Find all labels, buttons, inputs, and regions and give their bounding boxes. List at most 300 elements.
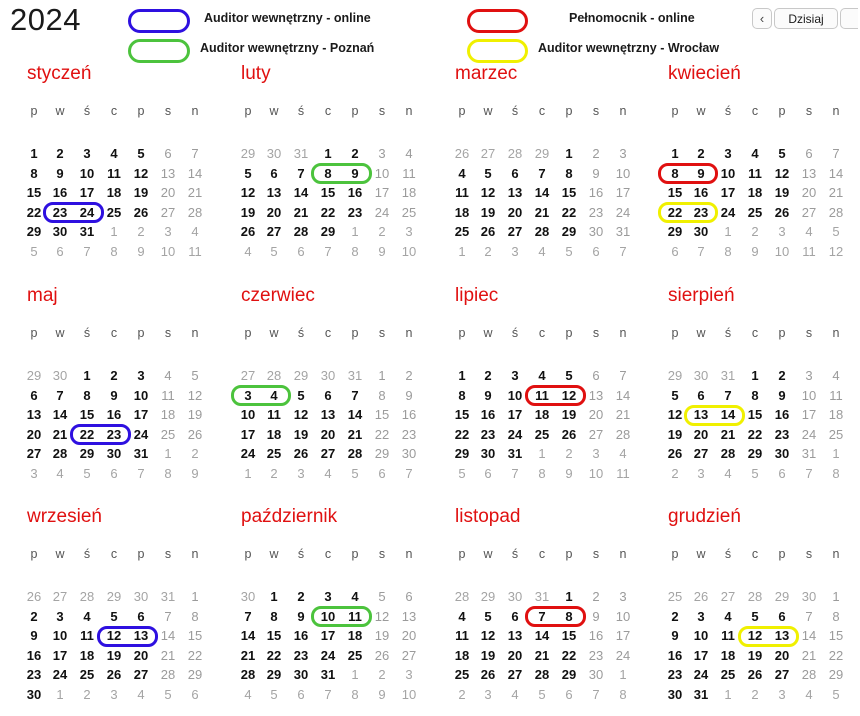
month-title[interactable]: czerwiec [241,285,315,306]
adjacent-month-day-cell[interactable]: 2 [671,465,679,481]
day-cell[interactable]: 6 [511,165,519,181]
day-cell[interactable]: 17 [720,185,736,200]
day-cell[interactable]: 12 [293,407,309,422]
day-cell[interactable]: 31 [615,224,631,239]
day-cell[interactable]: 25 [401,204,417,220]
day-cell[interactable]: 9 [697,165,705,181]
day-cell[interactable]: 17 [374,185,390,200]
day-cell[interactable]: 15 [266,628,282,643]
day-cell[interactable]: 26 [293,446,309,461]
day-cell[interactable]: 23 [588,204,604,220]
day-cell[interactable]: 2 [592,146,600,161]
day-cell[interactable]: 25 [79,667,95,682]
adjacent-month-day-cell[interactable]: 4 [244,686,252,702]
day-cell[interactable]: 15 [747,407,763,422]
day-cell[interactable]: 26 [480,667,496,682]
adjacent-month-day-cell[interactable]: 7 [697,243,705,259]
day-cell[interactable]: 11 [161,387,175,403]
day-cell[interactable]: 16 [693,185,709,200]
day-cell[interactable]: 19 [667,426,683,442]
day-cell[interactable]: 12 [133,165,149,181]
day-cell[interactable]: 20 [801,185,817,200]
day-cell[interactable]: 13 [266,185,282,200]
day-cell[interactable]: 3 [619,146,627,161]
day-cell[interactable]: 11 [829,387,843,403]
day-cell[interactable]: 1 [270,589,278,604]
day-cell[interactable]: 16 [774,407,790,422]
adjacent-month-day-cell[interactable]: 5 [270,686,278,702]
adjacent-month-day-cell[interactable]: 30 [266,146,282,161]
day-cell[interactable]: 22 [667,204,683,220]
day-cell[interactable]: 5 [484,165,492,181]
day-cell[interactable]: 25 [266,446,282,461]
adjacent-month-day-cell[interactable]: 2 [458,686,466,702]
day-cell[interactable]: 11 [348,608,362,624]
day-cell[interactable]: 9 [671,628,679,643]
day-cell[interactable]: 28 [347,446,363,461]
day-cell[interactable]: 8 [83,387,91,403]
adjacent-month-day-cell[interactable]: 6 [56,243,64,259]
day-cell[interactable]: 27 [693,446,709,461]
day-cell[interactable]: 24 [133,426,149,442]
adjacent-month-day-cell[interactable]: 1 [244,465,252,481]
day-cell[interactable]: 24 [720,204,736,220]
day-cell[interactable]: 14 [293,185,309,200]
day-cell[interactable]: 12 [106,628,122,643]
day-cell[interactable]: 6 [137,608,145,624]
day-cell[interactable]: 18 [401,185,417,200]
day-cell[interactable]: 28 [720,446,736,461]
day-cell[interactable]: 5 [110,608,118,624]
adjacent-month-day-cell[interactable]: 26 [26,589,42,604]
day-cell[interactable]: 8 [458,387,466,403]
day-cell[interactable]: 29 [454,446,470,461]
day-cell[interactable]: 1 [671,146,679,161]
adjacent-month-day-cell[interactable]: 9 [378,243,386,259]
day-cell[interactable]: 6 [405,589,413,604]
day-cell[interactable]: 23 [480,426,496,442]
day-cell[interactable]: 19 [187,407,203,422]
adjacent-month-day-cell[interactable]: 3 [778,686,786,702]
day-cell[interactable]: 29 [561,224,577,239]
adjacent-month-day-cell[interactable]: 10 [401,243,417,259]
day-cell[interactable]: 4 [110,146,118,161]
day-cell[interactable]: 13 [693,407,709,422]
next-year-button[interactable] [840,8,858,29]
day-cell[interactable]: 16 [588,628,604,643]
adjacent-month-day-cell[interactable]: 3 [30,465,38,481]
adjacent-month-day-cell[interactable]: 5 [565,243,573,259]
day-cell[interactable]: 9 [30,628,38,643]
day-cell[interactable]: 3 [805,368,813,383]
adjacent-month-day-cell[interactable]: 26 [693,589,709,604]
day-cell[interactable]: 8 [270,608,278,624]
day-cell[interactable]: 20 [133,647,149,663]
day-cell[interactable]: 7 [538,165,546,181]
adjacent-month-day-cell[interactable]: 1 [724,224,732,239]
day-cell[interactable]: 22 [266,647,282,663]
day-cell[interactable]: 8 [565,165,573,181]
adjacent-month-day-cell[interactable]: 4 [244,243,252,259]
month-title[interactable]: maj [27,285,58,306]
day-cell[interactable]: 23 [774,426,790,442]
day-cell[interactable]: 2 [297,589,305,604]
day-cell[interactable]: 27 [801,204,817,220]
adjacent-month-day-cell[interactable]: 5 [83,465,91,481]
day-cell[interactable]: 18 [747,185,763,200]
day-cell[interactable]: 6 [592,368,600,383]
day-cell[interactable]: 10 [615,165,631,181]
day-cell[interactable]: 22 [374,426,390,442]
day-cell[interactable]: 25 [454,667,470,682]
day-cell[interactable]: 28 [615,426,631,442]
day-cell[interactable]: 15 [26,185,42,200]
day-cell[interactable]: 30 [52,224,68,239]
day-cell[interactable]: 5 [778,146,786,161]
day-cell[interactable]: 12 [240,185,256,200]
day-cell[interactable]: 3 [724,146,732,161]
adjacent-month-day-cell[interactable]: 27 [480,146,496,161]
adjacent-month-day-cell[interactable]: 29 [106,589,122,604]
adjacent-month-day-cell[interactable]: 6 [297,243,305,259]
day-cell[interactable]: 16 [401,407,417,422]
day-cell[interactable]: 25 [454,224,470,239]
adjacent-month-day-cell[interactable]: 28 [79,589,95,604]
day-cell[interactable]: 16 [480,407,496,422]
adjacent-month-day-cell[interactable]: 6 [297,686,305,702]
day-cell[interactable]: 17 [320,628,336,643]
day-cell[interactable]: 1 [565,589,573,604]
day-cell[interactable]: 28 [160,667,176,682]
day-cell[interactable]: 18 [828,407,844,422]
day-cell[interactable]: 26 [187,426,203,442]
day-cell[interactable]: 26 [240,224,256,239]
day-cell[interactable]: 18 [160,407,176,422]
adjacent-month-day-cell[interactable]: 7 [324,686,332,702]
day-cell[interactable]: 3 [137,368,145,383]
day-cell[interactable]: 26 [133,204,149,220]
month-title[interactable]: grudzień [668,506,741,527]
day-cell[interactable]: 5 [378,589,386,604]
adjacent-month-day-cell[interactable]: 3 [511,243,519,259]
day-cell[interactable]: 6 [805,146,813,161]
day-cell[interactable]: 22 [79,426,95,442]
day-cell[interactable]: 19 [480,647,496,663]
day-cell[interactable]: 16 [106,407,122,422]
day-cell[interactable]: 23 [52,204,68,220]
adjacent-month-day-cell[interactable]: 10 [160,243,176,259]
day-cell[interactable]: 3 [83,146,91,161]
adjacent-month-day-cell[interactable]: 10 [774,243,790,259]
day-cell[interactable]: 3 [244,387,252,403]
day-cell[interactable]: 18 [454,204,470,220]
day-cell[interactable]: 4 [458,608,466,624]
adjacent-month-day-cell[interactable]: 2 [191,446,199,461]
day-cell[interactable]: 28 [828,204,844,220]
day-cell[interactable]: 21 [293,204,309,220]
adjacent-month-day-cell[interactable]: 11 [616,465,630,481]
day-cell[interactable]: 20 [266,204,282,220]
day-cell[interactable]: 2 [351,146,359,161]
adjacent-month-day-cell[interactable]: 1 [724,686,732,702]
adjacent-month-day-cell[interactable]: 9 [565,465,573,481]
adjacent-month-day-cell[interactable]: 3 [697,465,705,481]
day-cell[interactable]: 28 [52,446,68,461]
adjacent-month-day-cell[interactable]: 6 [778,465,786,481]
day-cell[interactable]: 23 [667,667,683,682]
day-cell[interactable]: 14 [347,407,363,422]
day-cell[interactable]: 14 [720,407,736,422]
day-cell[interactable]: 2 [56,146,64,161]
day-cell[interactable]: 13 [507,628,523,643]
day-cell[interactable]: 12 [480,185,496,200]
adjacent-month-day-cell[interactable]: 3 [110,686,118,702]
adjacent-month-day-cell[interactable]: 7 [405,465,413,481]
day-cell[interactable]: 12 [187,387,203,403]
day-cell[interactable]: 7 [191,146,199,161]
day-cell[interactable]: 26 [480,224,496,239]
today-button[interactable]: Dzisiaj [774,8,838,29]
day-cell[interactable]: 30 [588,667,604,682]
day-cell[interactable]: 27 [401,647,417,663]
day-cell[interactable]: 5 [565,368,573,383]
day-cell[interactable]: 13 [133,628,149,643]
adjacent-month-day-cell[interactable]: 6 [110,465,118,481]
day-cell[interactable]: 6 [778,608,786,624]
day-cell[interactable]: 24 [52,667,68,682]
day-cell[interactable]: 5 [751,608,759,624]
day-cell[interactable]: 20 [588,407,604,422]
day-cell[interactable]: 31 [133,446,149,461]
day-cell[interactable]: 29 [747,446,763,461]
adjacent-month-day-cell[interactable]: 6 [191,686,199,702]
day-cell[interactable]: 20 [160,185,176,200]
day-cell[interactable]: 25 [720,667,736,682]
month-title[interactable]: kwiecień [668,63,741,84]
day-cell[interactable]: 9 [351,165,359,181]
day-cell[interactable]: 23 [26,667,42,682]
adjacent-month-day-cell[interactable]: 4 [805,686,813,702]
day-cell[interactable]: 6 [324,387,332,403]
adjacent-month-day-cell[interactable]: 4 [538,243,546,259]
day-cell[interactable]: 9 [778,387,786,403]
day-cell[interactable]: 31 [79,224,95,239]
day-cell[interactable]: 29 [320,224,336,239]
adjacent-month-day-cell[interactable]: 2 [751,686,759,702]
day-cell[interactable]: 2 [30,608,38,624]
adjacent-month-day-cell[interactable]: 1 [619,667,627,682]
adjacent-month-day-cell[interactable]: 8 [351,686,359,702]
day-cell[interactable]: 29 [266,667,282,682]
adjacent-month-day-cell[interactable]: 5 [458,465,466,481]
day-cell[interactable]: 11 [721,628,735,643]
adjacent-month-day-cell[interactable]: 6 [592,243,600,259]
month-title[interactable]: listopad [455,506,521,527]
day-cell[interactable]: 19 [561,407,577,422]
day-cell[interactable]: 23 [293,647,309,663]
adjacent-month-day-cell[interactable]: 27 [52,589,68,604]
day-cell[interactable]: 29 [561,667,577,682]
day-cell[interactable]: 10 [693,628,709,643]
day-cell[interactable]: 8 [324,165,332,181]
day-cell[interactable]: 15 [320,185,336,200]
adjacent-month-day-cell[interactable]: 29 [240,146,256,161]
day-cell[interactable]: 31 [507,446,523,461]
day-cell[interactable]: 16 [26,647,42,663]
day-cell[interactable]: 20 [507,204,523,220]
adjacent-month-day-cell[interactable]: 30 [507,589,523,604]
day-cell[interactable]: 26 [561,426,577,442]
adjacent-month-day-cell[interactable]: 27 [720,589,736,604]
adjacent-month-day-cell[interactable]: 3 [164,224,172,239]
day-cell[interactable]: 26 [106,667,122,682]
day-cell[interactable]: 18 [79,647,95,663]
day-cell[interactable]: 23 [347,204,363,220]
day-cell[interactable]: 14 [160,628,176,643]
adjacent-month-day-cell[interactable]: 29 [534,146,550,161]
adjacent-month-day-cell[interactable]: 29 [774,589,790,604]
adjacent-month-day-cell[interactable]: 3 [405,667,413,682]
day-cell[interactable]: 13 [26,407,42,422]
adjacent-month-day-cell[interactable]: 2 [270,465,278,481]
adjacent-month-day-cell[interactable]: 8 [619,686,627,702]
adjacent-month-day-cell[interactable]: 10 [401,686,417,702]
day-cell[interactable]: 1 [191,589,199,604]
day-cell[interactable]: 3 [56,608,64,624]
day-cell[interactable]: 7 [297,165,305,181]
day-cell[interactable]: 7 [805,608,813,624]
adjacent-month-day-cell[interactable]: 4 [191,224,199,239]
day-cell[interactable]: 17 [693,647,709,663]
adjacent-month-day-cell[interactable]: 25 [667,589,683,604]
adjacent-month-day-cell[interactable]: 5 [832,224,840,239]
adjacent-month-day-cell[interactable]: 5 [751,465,759,481]
adjacent-month-day-cell[interactable]: 30 [801,589,817,604]
day-cell[interactable]: 6 [30,387,38,403]
adjacent-month-day-cell[interactable]: 4 [137,686,145,702]
day-cell[interactable]: 15 [561,628,577,643]
day-cell[interactable]: 26 [747,667,763,682]
day-cell[interactable]: 5 [244,165,252,181]
adjacent-month-day-cell[interactable]: 2 [83,686,91,702]
day-cell[interactable]: 2 [592,589,600,604]
adjacent-month-day-cell[interactable]: 11 [802,243,816,259]
day-cell[interactable]: 30 [480,446,496,461]
day-cell[interactable]: 24 [801,426,817,442]
day-cell[interactable]: 1 [324,146,332,161]
day-cell[interactable]: 9 [110,387,118,403]
day-cell[interactable]: 21 [534,647,550,663]
day-cell[interactable]: 16 [588,185,604,200]
day-cell[interactable]: 10 [374,165,390,181]
adjacent-month-day-cell[interactable]: 9 [137,243,145,259]
adjacent-month-day-cell[interactable]: 3 [592,446,600,461]
day-cell[interactable]: 12 [774,165,790,181]
adjacent-month-day-cell[interactable]: 2 [751,224,759,239]
adjacent-month-day-cell[interactable]: 6 [484,465,492,481]
day-cell[interactable]: 14 [615,387,631,403]
adjacent-month-day-cell[interactable]: 29 [26,368,42,383]
day-cell[interactable]: 22 [26,204,42,220]
adjacent-month-day-cell[interactable]: 10 [588,465,604,481]
day-cell[interactable]: 2 [110,368,118,383]
day-cell[interactable]: 14 [801,628,817,643]
day-cell[interactable]: 27 [507,224,523,239]
day-cell[interactable]: 21 [52,426,68,442]
day-cell[interactable]: 9 [592,165,600,181]
adjacent-month-day-cell[interactable]: 5 [538,686,546,702]
day-cell[interactable]: 19 [374,628,390,643]
adjacent-month-day-cell[interactable]: 7 [511,465,519,481]
adjacent-month-day-cell[interactable]: 27 [240,368,256,383]
day-cell[interactable]: 8 [30,165,38,181]
day-cell[interactable]: 13 [774,628,790,643]
day-cell[interactable]: 7 [164,608,172,624]
adjacent-month-day-cell[interactable]: 31 [720,368,736,383]
day-cell[interactable]: 19 [133,185,149,200]
adjacent-month-day-cell[interactable]: 1 [351,224,359,239]
day-cell[interactable]: 21 [240,647,256,663]
day-cell[interactable]: 27 [266,224,282,239]
day-cell[interactable]: 12 [747,628,763,643]
adjacent-month-day-cell[interactable]: 9 [378,686,386,702]
adjacent-month-day-cell[interactable]: 11 [188,243,202,259]
day-cell[interactable]: 4 [538,368,546,383]
day-cell[interactable]: 5 [137,146,145,161]
day-cell[interactable]: 25 [160,426,176,442]
day-cell[interactable]: 17 [507,407,523,422]
day-cell[interactable]: 21 [615,407,631,422]
adjacent-month-day-cell[interactable]: 4 [805,224,813,239]
adjacent-month-day-cell[interactable]: 9 [751,243,759,259]
adjacent-month-day-cell[interactable]: 6 [378,465,386,481]
day-cell[interactable]: 1 [458,368,466,383]
adjacent-month-day-cell[interactable]: 5 [270,243,278,259]
adjacent-month-day-cell[interactable]: 5 [30,243,38,259]
day-cell[interactable]: 4 [751,146,759,161]
adjacent-month-day-cell[interactable]: 7 [83,243,91,259]
adjacent-month-day-cell[interactable]: 28 [507,146,523,161]
day-cell[interactable]: 22 [187,647,203,663]
day-cell[interactable]: 22 [454,426,470,442]
day-cell[interactable]: 6 [164,146,172,161]
day-cell[interactable]: 4 [724,608,732,624]
day-cell[interactable]: 22 [828,647,844,663]
day-cell[interactable]: 19 [240,204,256,220]
day-cell[interactable]: 15 [667,185,683,200]
day-cell[interactable]: 4 [832,368,840,383]
day-cell[interactable]: 10 [320,608,336,624]
adjacent-month-day-cell[interactable]: 3 [297,465,305,481]
adjacent-month-day-cell[interactable]: 4 [56,465,64,481]
day-cell[interactable]: 21 [801,647,817,663]
day-cell[interactable]: 17 [615,628,631,643]
day-cell[interactable]: 4 [270,387,278,403]
day-cell[interactable]: 19 [774,185,790,200]
adjacent-month-day-cell[interactable]: 26 [454,146,470,161]
day-cell[interactable]: 17 [133,407,149,422]
adjacent-month-day-cell[interactable]: 8 [351,243,359,259]
adjacent-month-day-cell[interactable]: 31 [160,589,176,604]
day-cell[interactable]: 14 [828,165,844,181]
adjacent-month-day-cell[interactable]: 4 [324,465,332,481]
day-cell[interactable]: 21 [347,426,363,442]
day-cell[interactable]: 10 [615,608,631,624]
adjacent-month-day-cell[interactable]: 6 [671,243,679,259]
adjacent-month-day-cell[interactable]: 30 [240,589,256,604]
day-cell[interactable]: 14 [187,165,203,181]
adjacent-month-day-cell[interactable]: 7 [137,465,145,481]
